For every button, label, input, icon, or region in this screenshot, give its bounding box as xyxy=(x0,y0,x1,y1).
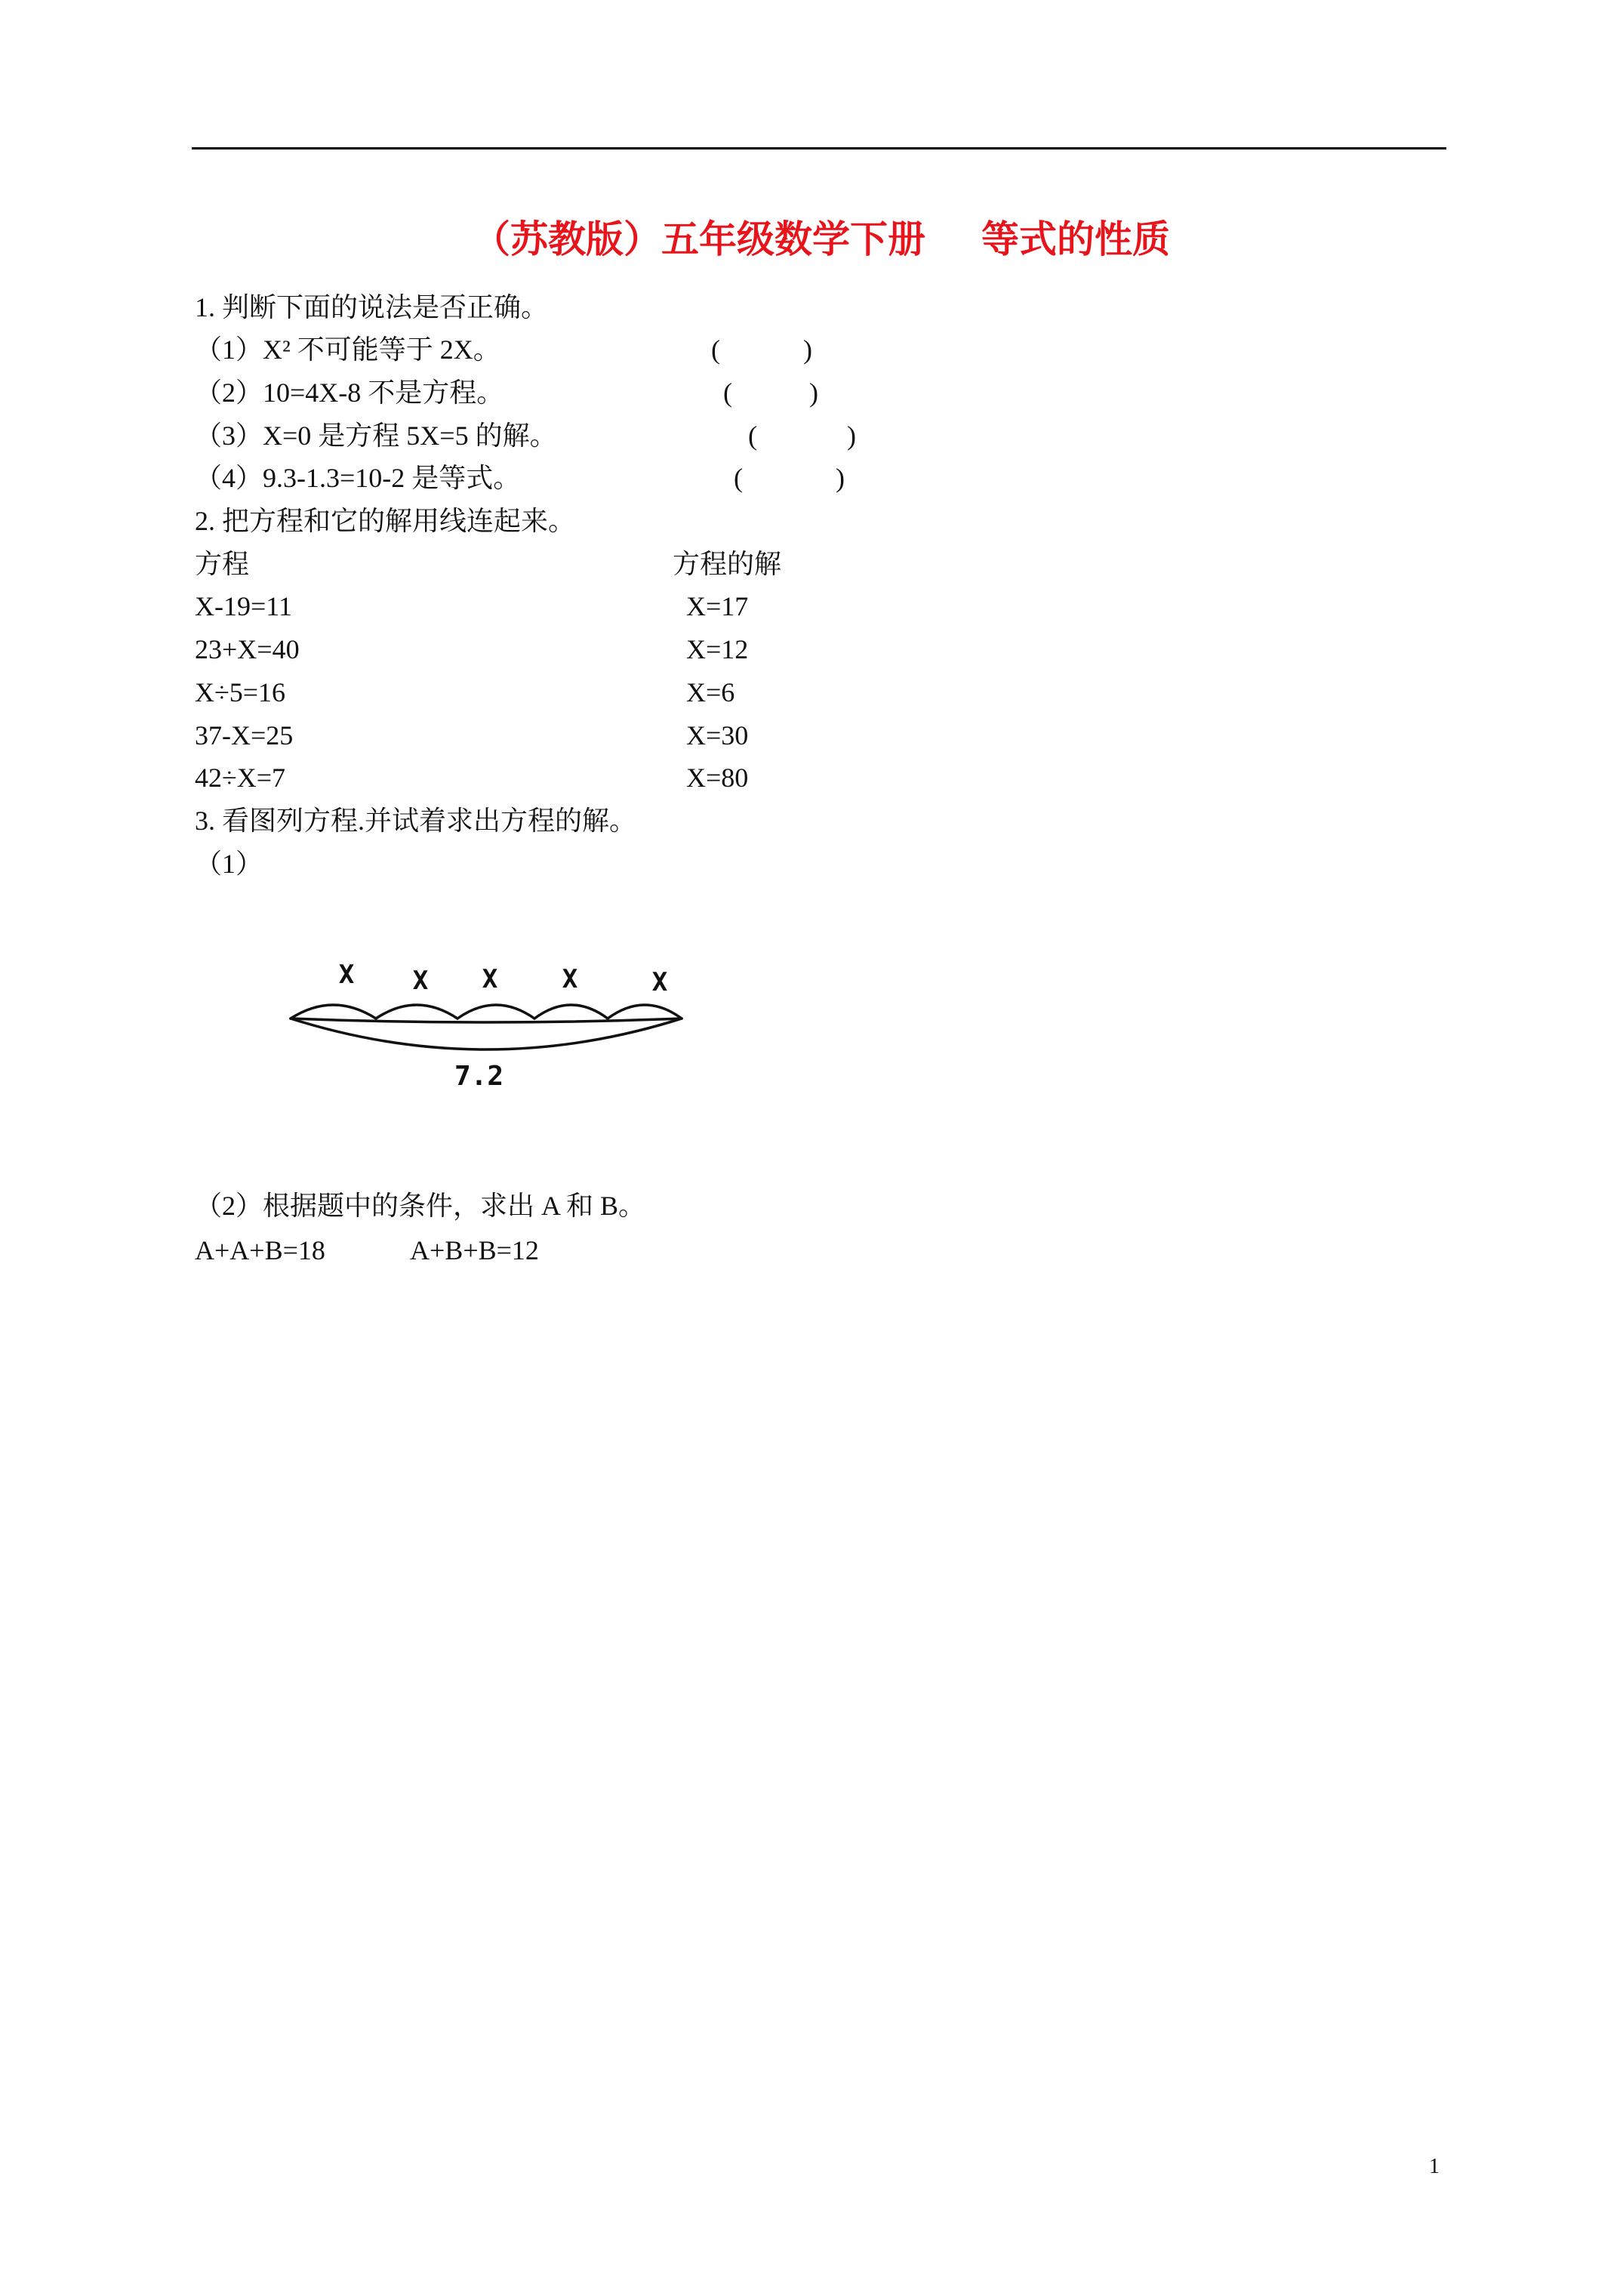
q1-item-4: （4）9.3-1.3=10-2 是等式。 xyxy=(195,463,521,493)
unknown-label-x: X xyxy=(412,966,429,996)
condition-equation: A+B+B=12 xyxy=(410,1235,539,1265)
solution-item: X=80 xyxy=(686,763,749,793)
solution-item: X=12 xyxy=(686,634,749,664)
segment-arc xyxy=(376,1005,457,1019)
segment-arc xyxy=(534,1005,608,1019)
equation-item: X-19=11 xyxy=(195,591,292,621)
blank-open-paren: ( xyxy=(734,463,743,493)
segment-base-line xyxy=(291,1019,682,1022)
condition-equation: A+A+B=18 xyxy=(195,1235,325,1265)
q1-answer-blank-4 xyxy=(734,461,845,495)
q1-item-2: （2）10=4X-8 不是方程。 xyxy=(195,378,504,408)
blank-close-paren: ) xyxy=(847,421,856,451)
segment-arc xyxy=(608,1005,682,1019)
q1-answer-blank-2 xyxy=(723,376,818,409)
blank-open-paren: ( xyxy=(711,334,720,365)
solution-item: X=17 xyxy=(686,591,749,621)
total-length-label: 7.2 xyxy=(454,1061,504,1092)
q1-answer-blank-1 xyxy=(711,333,812,366)
header-rule xyxy=(192,147,1446,149)
blank-open-paren: ( xyxy=(723,378,732,408)
segment-arc xyxy=(291,1005,376,1019)
unknown-label-x: X xyxy=(482,964,498,994)
equation-item: 37-X=25 xyxy=(195,720,294,750)
q3-part1-label: （1） xyxy=(195,849,263,879)
blank-close-paren: ) xyxy=(836,463,845,493)
q1-item-1: （1）X² 不可能等于 2X。 xyxy=(195,334,500,365)
q3-part2-prompt: （2）根据题中的条件，求出 A 和 B。 xyxy=(195,1191,646,1221)
equation-item: X÷5=16 xyxy=(195,677,286,707)
blank-close-paren: ) xyxy=(809,378,818,408)
unknown-label-x: X xyxy=(338,960,355,990)
solution-item: X=6 xyxy=(686,677,735,707)
unknown-label-x: X xyxy=(562,964,578,994)
segment-arc xyxy=(457,1005,534,1019)
page-number: 1 xyxy=(1429,2155,1440,2178)
q3-heading: 3. 看图列方程.并试着求出方程的解。 xyxy=(195,806,637,836)
worksheet-topic: 等式的性质 xyxy=(981,218,1170,260)
blank-close-paren: ) xyxy=(803,334,812,365)
blank-open-paren: ( xyxy=(748,421,757,451)
unknown-label-x: X xyxy=(651,967,668,997)
equations-column-header: 方程 xyxy=(195,549,250,579)
equation-item: 42÷X=7 xyxy=(195,763,286,793)
worksheet-title: （苏教版）五年级数学下册 xyxy=(473,218,925,260)
segment-diagram xyxy=(279,944,702,1102)
q1-answer-blank-3 xyxy=(748,419,856,452)
q1-heading: 1. 判断下面的说法是否正确。 xyxy=(195,292,549,322)
solutions-column-header: 方程的解 xyxy=(673,549,782,579)
q2-heading: 2. 把方程和它的解用线连起来。 xyxy=(195,506,576,536)
q1-item-3: （3）X=0 是方程 5X=5 的解。 xyxy=(195,421,557,451)
equation-item: 23+X=40 xyxy=(195,634,300,664)
solution-item: X=30 xyxy=(686,720,749,750)
